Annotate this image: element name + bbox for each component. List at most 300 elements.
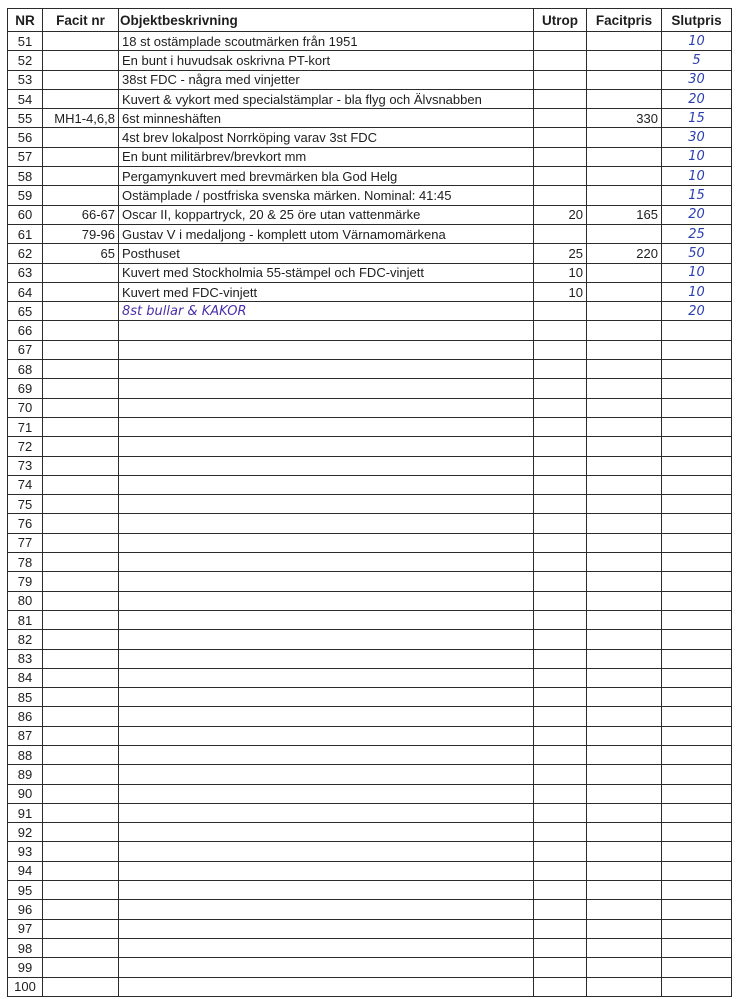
cell-utrop <box>534 630 587 649</box>
cell-description: Ostämplade / postfriska svenska märken. Nominal: 41:45 <box>119 186 534 205</box>
cell-facitpris <box>587 475 662 494</box>
table-row <box>8 745 732 764</box>
cell-utrop <box>534 668 587 687</box>
cell-facitpris <box>587 553 662 572</box>
table-row <box>8 302 732 321</box>
cell-utrop <box>534 649 587 668</box>
cell-description <box>119 360 534 379</box>
cell-description: 4st brev lokalpost Norrköping varav 3st FDC <box>119 128 534 147</box>
cell-facitpris <box>587 89 662 108</box>
cell-utrop <box>534 784 587 803</box>
cell-description <box>119 591 534 610</box>
cell-description <box>119 919 534 938</box>
table-row <box>8 842 732 861</box>
cell-facitpris <box>587 398 662 417</box>
cell-facit-nr <box>43 186 119 205</box>
cell-description <box>119 765 534 784</box>
table-row <box>8 437 732 456</box>
cell-utrop <box>534 379 587 398</box>
cell-utrop <box>534 610 587 629</box>
header-facitpris: Facitpris <box>587 9 662 32</box>
cell-description: 18 st ostämplade scoutmärken från 1951 <box>119 32 534 51</box>
header-facit-nr: Facit nr <box>43 9 119 32</box>
cell-facitpris <box>587 958 662 977</box>
cell-description: 38st FDC - några med vinjetter <box>119 70 534 89</box>
cell-utrop <box>534 89 587 108</box>
cell-description <box>119 495 534 514</box>
cell-nr: 66 <box>8 321 43 340</box>
header-description: Objektbeskrivning <box>119 9 534 32</box>
cell-nr: 84 <box>8 668 43 687</box>
cell-facitpris <box>587 321 662 340</box>
cell-nr: 79 <box>8 572 43 591</box>
cell-facit-nr <box>43 147 119 166</box>
cell-nr: 93 <box>8 842 43 861</box>
cell-facitpris <box>587 456 662 475</box>
cell-utrop <box>534 32 587 51</box>
cell-slutpris <box>662 417 732 436</box>
table-row <box>8 321 732 340</box>
table-row <box>8 977 732 996</box>
cell-utrop <box>534 977 587 996</box>
cell-utrop <box>534 417 587 436</box>
cell-facit-nr <box>43 32 119 51</box>
cell-slutpris <box>662 823 732 842</box>
cell-facit-nr <box>43 649 119 668</box>
cell-facit-nr: 66-67 <box>43 205 119 224</box>
cell-utrop <box>534 707 587 726</box>
cell-description <box>119 823 534 842</box>
cell-nr: 76 <box>8 514 43 533</box>
cell-facit-nr <box>43 630 119 649</box>
table-row <box>8 244 732 263</box>
cell-nr: 92 <box>8 823 43 842</box>
cell-description <box>119 417 534 436</box>
cell-facitpris <box>587 340 662 359</box>
cell-facit-nr <box>43 726 119 745</box>
table-row <box>8 186 732 205</box>
cell-nr: 100 <box>8 977 43 996</box>
cell-nr: 59 <box>8 186 43 205</box>
cell-slutpris <box>662 495 732 514</box>
cell-nr: 77 <box>8 533 43 552</box>
table-row <box>8 533 732 552</box>
table-row <box>8 765 732 784</box>
cell-slutpris <box>662 842 732 861</box>
cell-description <box>119 688 534 707</box>
cell-facit-nr <box>43 861 119 880</box>
cell-facitpris <box>587 803 662 822</box>
cell-facitpris <box>587 302 662 321</box>
cell-facit-nr <box>43 70 119 89</box>
cell-description <box>119 707 534 726</box>
table-row <box>8 514 732 533</box>
cell-utrop <box>534 514 587 533</box>
cell-slutpris: 15 <box>662 186 732 205</box>
table-row <box>8 70 732 89</box>
cell-nr: 98 <box>8 938 43 957</box>
cell-facit-nr <box>43 321 119 340</box>
table-row <box>8 475 732 494</box>
cell-utrop <box>534 360 587 379</box>
cell-slutpris: 10 <box>662 167 732 186</box>
cell-description <box>119 379 534 398</box>
cell-utrop <box>534 533 587 552</box>
cell-utrop <box>534 861 587 880</box>
cell-slutpris <box>662 398 732 417</box>
cell-description <box>119 900 534 919</box>
cell-nr: 91 <box>8 803 43 822</box>
cell-nr: 55 <box>8 109 43 128</box>
cell-nr: 74 <box>8 475 43 494</box>
cell-utrop <box>534 128 587 147</box>
cell-utrop: 20 <box>534 205 587 224</box>
table-row <box>8 147 732 166</box>
cell-utrop <box>534 302 587 321</box>
cell-nr: 56 <box>8 128 43 147</box>
cell-slutpris <box>662 514 732 533</box>
cell-facitpris <box>587 881 662 900</box>
table-row <box>8 958 732 977</box>
cell-slutpris <box>662 803 732 822</box>
table-row <box>8 495 732 514</box>
cell-utrop <box>534 823 587 842</box>
cell-description <box>119 572 534 591</box>
cell-slutpris <box>662 456 732 475</box>
cell-utrop <box>534 186 587 205</box>
cell-facitpris <box>587 861 662 880</box>
cell-utrop <box>534 958 587 977</box>
cell-facitpris <box>587 842 662 861</box>
cell-nr: 64 <box>8 282 43 301</box>
table-row <box>8 51 732 70</box>
cell-slutpris <box>662 881 732 900</box>
cell-utrop <box>534 437 587 456</box>
cell-slutpris <box>662 900 732 919</box>
table-row <box>8 784 732 803</box>
cell-nr: 81 <box>8 610 43 629</box>
cell-description: Kuvert & vykort med specialstämplar - bla flyg och Älvsnabben <box>119 89 534 108</box>
cell-facit-nr <box>43 514 119 533</box>
cell-facitpris <box>587 437 662 456</box>
cell-nr: 53 <box>8 70 43 89</box>
cell-slutpris <box>662 630 732 649</box>
table-row <box>8 688 732 707</box>
cell-nr: 75 <box>8 495 43 514</box>
cell-facitpris: 330 <box>587 109 662 128</box>
cell-utrop: 25 <box>534 244 587 263</box>
cell-description <box>119 881 534 900</box>
cell-utrop <box>534 881 587 900</box>
table-row <box>8 919 732 938</box>
cell-slutpris <box>662 707 732 726</box>
cell-utrop <box>534 938 587 957</box>
header-utrop: Utrop <box>534 9 587 32</box>
cell-facit-nr <box>43 475 119 494</box>
cell-description <box>119 456 534 475</box>
cell-facit-nr <box>43 745 119 764</box>
cell-utrop <box>534 803 587 822</box>
cell-utrop <box>534 688 587 707</box>
cell-description <box>119 726 534 745</box>
cell-slutpris: 15 <box>662 109 732 128</box>
cell-description <box>119 784 534 803</box>
cell-nr: 72 <box>8 437 43 456</box>
cell-slutpris <box>662 668 732 687</box>
cell-utrop <box>534 70 587 89</box>
cell-facit-nr <box>43 610 119 629</box>
cell-nr: 88 <box>8 745 43 764</box>
cell-facit-nr <box>43 553 119 572</box>
cell-facit-nr <box>43 919 119 938</box>
auction-results-table <box>7 8 732 997</box>
cell-facit-nr <box>43 572 119 591</box>
cell-description <box>119 398 534 417</box>
cell-slutpris: 10 <box>662 32 732 51</box>
cell-nr: 70 <box>8 398 43 417</box>
cell-nr: 57 <box>8 147 43 166</box>
cell-facit-nr <box>43 360 119 379</box>
cell-facit-nr <box>43 958 119 977</box>
cell-slutpris <box>662 688 732 707</box>
cell-utrop: 10 <box>534 263 587 282</box>
table-row <box>8 610 732 629</box>
cell-slutpris <box>662 437 732 456</box>
cell-facit-nr <box>43 302 119 321</box>
cell-nr: 89 <box>8 765 43 784</box>
cell-slutpris <box>662 533 732 552</box>
cell-facitpris <box>587 70 662 89</box>
cell-nr: 54 <box>8 89 43 108</box>
cell-description <box>119 475 534 494</box>
cell-description <box>119 553 534 572</box>
cell-description: En bunt militärbrev/brevkort mm <box>119 147 534 166</box>
cell-utrop <box>534 553 587 572</box>
cell-facit-nr <box>43 765 119 784</box>
cell-facitpris <box>587 900 662 919</box>
cell-utrop <box>534 900 587 919</box>
header-nr: NR <box>8 9 43 32</box>
cell-utrop <box>534 495 587 514</box>
cell-facitpris <box>587 591 662 610</box>
cell-utrop <box>534 745 587 764</box>
cell-description <box>119 861 534 880</box>
cell-facitpris <box>587 784 662 803</box>
cell-nr: 63 <box>8 263 43 282</box>
cell-facit-nr <box>43 128 119 147</box>
cell-nr: 51 <box>8 32 43 51</box>
cell-nr: 96 <box>8 900 43 919</box>
cell-description: Posthuset <box>119 244 534 263</box>
cell-facitpris <box>587 282 662 301</box>
cell-slutpris <box>662 379 732 398</box>
table-row <box>8 938 732 957</box>
cell-facit-nr <box>43 803 119 822</box>
cell-facitpris <box>587 533 662 552</box>
cell-description <box>119 649 534 668</box>
cell-slutpris: 10 <box>662 263 732 282</box>
cell-slutpris <box>662 861 732 880</box>
cell-slutpris: 20 <box>662 89 732 108</box>
cell-description: 8st bullar & KAKOR <box>119 302 534 321</box>
table-row <box>8 861 732 880</box>
cell-facit-nr <box>43 533 119 552</box>
cell-nr: 65 <box>8 302 43 321</box>
cell-utrop <box>534 167 587 186</box>
cell-facitpris <box>587 668 662 687</box>
cell-slutpris <box>662 475 732 494</box>
cell-facitpris <box>587 360 662 379</box>
cell-description: 6st minneshäften <box>119 109 534 128</box>
table-row <box>8 282 732 301</box>
cell-facitpris <box>587 745 662 764</box>
cell-facitpris <box>587 379 662 398</box>
table-row <box>8 803 732 822</box>
cell-slutpris: 20 <box>662 205 732 224</box>
table-row <box>8 707 732 726</box>
table-row <box>8 89 732 108</box>
cell-facit-nr <box>43 707 119 726</box>
cell-facit-nr <box>43 263 119 282</box>
cell-utrop <box>534 224 587 243</box>
cell-nr: 62 <box>8 244 43 263</box>
cell-facit-nr <box>43 900 119 919</box>
cell-slutpris <box>662 553 732 572</box>
cell-nr: 52 <box>8 51 43 70</box>
header-slutpris: Slutpris <box>662 9 732 32</box>
table-row <box>8 881 732 900</box>
cell-facit-nr <box>43 668 119 687</box>
table-row <box>8 572 732 591</box>
cell-slutpris <box>662 340 732 359</box>
cell-nr: 80 <box>8 591 43 610</box>
cell-facit-nr <box>43 495 119 514</box>
cell-facitpris: 220 <box>587 244 662 263</box>
cell-utrop <box>534 51 587 70</box>
cell-slutpris <box>662 360 732 379</box>
table-row <box>8 553 732 572</box>
cell-nr: 73 <box>8 456 43 475</box>
cell-nr: 85 <box>8 688 43 707</box>
cell-nr: 97 <box>8 919 43 938</box>
cell-nr: 82 <box>8 630 43 649</box>
cell-description <box>119 938 534 957</box>
cell-utrop: 10 <box>534 282 587 301</box>
cell-nr: 90 <box>8 784 43 803</box>
cell-slutpris <box>662 591 732 610</box>
cell-description <box>119 340 534 359</box>
cell-description <box>119 514 534 533</box>
cell-utrop <box>534 842 587 861</box>
cell-slutpris <box>662 765 732 784</box>
cell-facit-nr <box>43 417 119 436</box>
table-row <box>8 32 732 51</box>
cell-facitpris <box>587 610 662 629</box>
cell-slutpris <box>662 572 732 591</box>
cell-slutpris <box>662 321 732 340</box>
cell-facit-nr <box>43 977 119 996</box>
cell-nr: 99 <box>8 958 43 977</box>
cell-facitpris <box>587 630 662 649</box>
cell-utrop <box>534 109 587 128</box>
cell-description <box>119 842 534 861</box>
cell-slutpris: 25 <box>662 224 732 243</box>
table-row <box>8 340 732 359</box>
cell-facit-nr <box>43 881 119 900</box>
table-row <box>8 591 732 610</box>
cell-nr: 95 <box>8 881 43 900</box>
cell-facitpris <box>587 726 662 745</box>
cell-facitpris <box>587 514 662 533</box>
cell-slutpris <box>662 610 732 629</box>
cell-utrop <box>534 456 587 475</box>
cell-nr: 71 <box>8 417 43 436</box>
cell-facitpris <box>587 977 662 996</box>
cell-nr: 58 <box>8 167 43 186</box>
cell-facit-nr <box>43 51 119 70</box>
table-row <box>8 263 732 282</box>
cell-facit-nr <box>43 340 119 359</box>
cell-description: Oscar II, koppartryck, 20 & 25 öre utan vattenmärke <box>119 205 534 224</box>
cell-slutpris <box>662 745 732 764</box>
cell-facitpris <box>587 495 662 514</box>
cell-description: Kuvert med Stockholmia 55-stämpel och FDC-vinjett <box>119 263 534 282</box>
cell-description <box>119 533 534 552</box>
cell-utrop <box>534 147 587 166</box>
cell-facit-nr <box>43 784 119 803</box>
cell-facit-nr <box>43 938 119 957</box>
cell-nr: 69 <box>8 379 43 398</box>
table-row <box>8 456 732 475</box>
cell-utrop <box>534 919 587 938</box>
table-row <box>8 398 732 417</box>
cell-facitpris <box>587 823 662 842</box>
cell-slutpris: 10 <box>662 147 732 166</box>
table-row <box>8 900 732 919</box>
cell-facit-nr: MH1-4,6,8 <box>43 109 119 128</box>
cell-slutpris <box>662 726 732 745</box>
cell-slutpris: 30 <box>662 128 732 147</box>
cell-facit-nr <box>43 379 119 398</box>
cell-facitpris <box>587 51 662 70</box>
cell-facitpris <box>587 938 662 957</box>
header-row <box>8 9 732 32</box>
cell-facitpris <box>587 147 662 166</box>
table-row <box>8 360 732 379</box>
table-row <box>8 726 732 745</box>
cell-description <box>119 803 534 822</box>
cell-description: Pergamynkuvert med brevmärken bla God Helg <box>119 167 534 186</box>
cell-description <box>119 668 534 687</box>
cell-description <box>119 958 534 977</box>
cell-description <box>119 437 534 456</box>
cell-slutpris <box>662 919 732 938</box>
table-row <box>8 128 732 147</box>
cell-facitpris <box>587 688 662 707</box>
cell-slutpris: 5 <box>662 51 732 70</box>
cell-slutpris: 30 <box>662 70 732 89</box>
cell-slutpris <box>662 958 732 977</box>
cell-description: En bunt i huvudsak oskrivna PT-kort <box>119 51 534 70</box>
cell-description: Gustav V i medaljong - komplett utom Värnamomärkena <box>119 224 534 243</box>
cell-description <box>119 321 534 340</box>
cell-utrop <box>534 765 587 784</box>
cell-nr: 86 <box>8 707 43 726</box>
cell-facitpris <box>587 765 662 784</box>
cell-nr: 61 <box>8 224 43 243</box>
cell-description <box>119 745 534 764</box>
cell-utrop <box>534 726 587 745</box>
